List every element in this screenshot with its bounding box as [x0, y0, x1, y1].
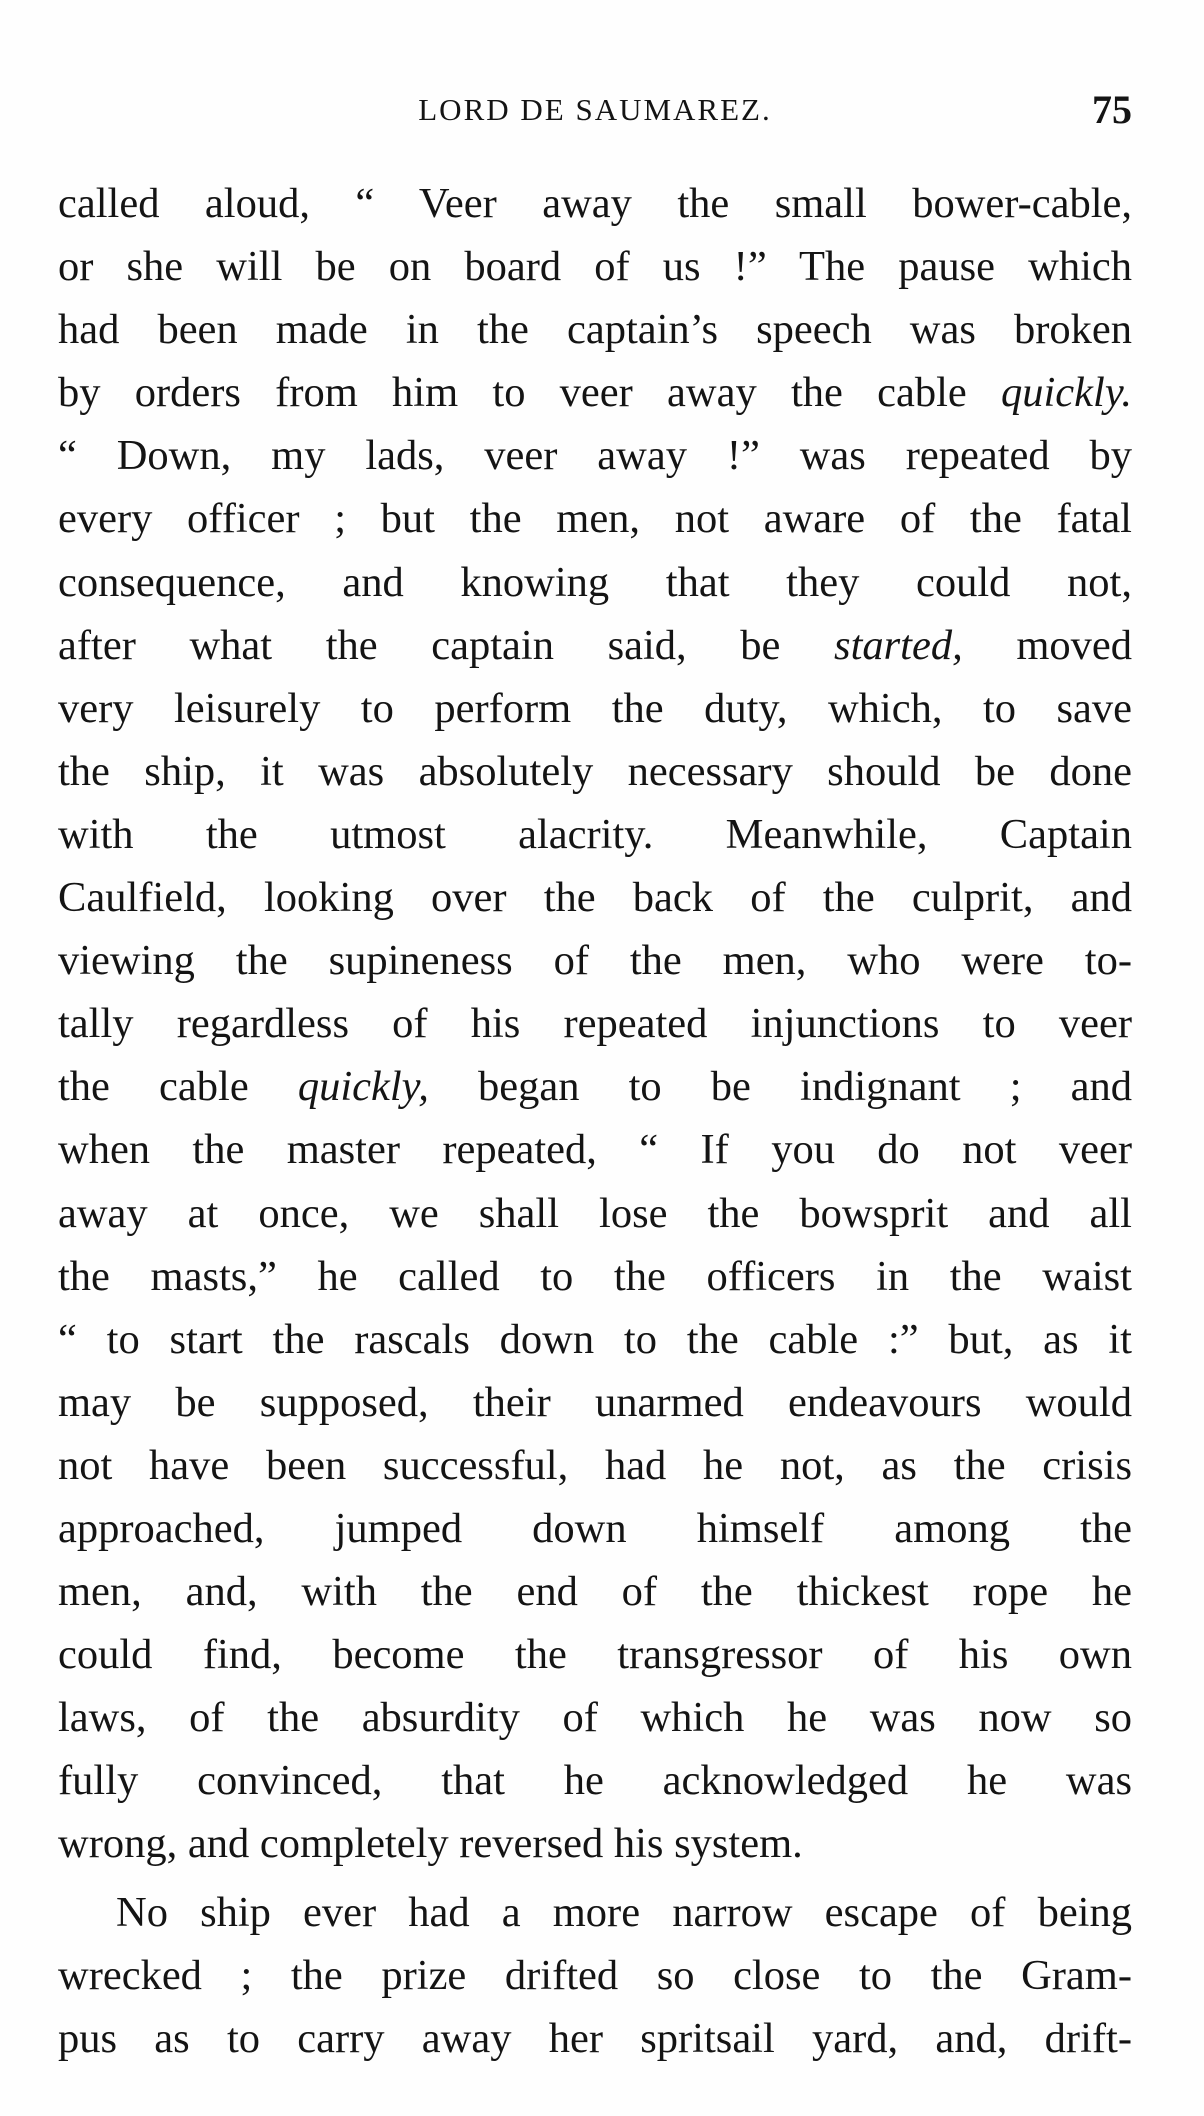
text-segment: had been made in the captain’s speech was broken [58, 306, 1132, 354]
text-line [58, 1812, 1132, 1875]
text-segment: moved [962, 621, 1133, 669]
text-segment: away at once, we shall lose the bowsprit and all [58, 1189, 1132, 1237]
text-segment: “ Down, my lads, veer away !” was repeated by [58, 432, 1132, 480]
text-segment: viewing the supineness of the men, who were to- [58, 937, 1132, 985]
text-segment: the cable [58, 1063, 298, 1111]
text-segment: could find, become the transgressor of his own [58, 1631, 1132, 1679]
text-segment: every officer ; but the men, not aware of the fatal [58, 495, 1132, 543]
text-line [58, 1560, 1132, 1623]
text-line [58, 1497, 1132, 1560]
text-segment: fully convinced, that he acknowledged he was [58, 1757, 1132, 1805]
body-text [58, 172, 1132, 2070]
text-line [58, 424, 1132, 487]
text-segment: not have been successful, had he not, as the crisis [58, 1441, 1132, 1489]
text-line [58, 740, 1132, 803]
text-segment: No ship ever had a more narrow escape of being [116, 1888, 1132, 1936]
text-segment: called aloud, “ Veer away the small bower-cable, [58, 180, 1132, 227]
text-segment: Caulfield, looking over the back of the culprit, and [58, 874, 1132, 922]
text-line [58, 614, 1132, 677]
italic-word: quickly. [1001, 369, 1132, 417]
text-line [58, 803, 1132, 866]
text-segment: or she will be on board of us !” The pause which [58, 243, 1132, 291]
text-line [58, 866, 1132, 929]
text-segment: the masts,” he called to the officers in the waist [58, 1252, 1132, 1300]
text-segment: after what the captain said, be [58, 621, 835, 669]
text-segment: the ship, it was absolutely necessary should be done [58, 747, 1132, 795]
italic-word: started, [834, 621, 963, 669]
text-line [58, 929, 1132, 992]
text-line [58, 298, 1132, 361]
text-line [58, 1944, 1132, 2007]
text-segment: may be supposed, their unarmed endeavours would [58, 1378, 1132, 1426]
text-line [58, 2007, 1132, 2070]
text-line [58, 1623, 1132, 1686]
text-segment: “ to start the rascals down to the cable :” but, as it [58, 1315, 1132, 1363]
text-line [58, 1749, 1132, 1812]
text-line [58, 172, 1132, 235]
text-segment: approached, jumped down himself among the [58, 1504, 1132, 1552]
text-line [58, 361, 1132, 424]
text-line [58, 487, 1132, 550]
paragraph-2 [58, 1881, 1132, 2070]
page-header [58, 87, 1132, 142]
italic-word: quickly, [297, 1063, 429, 1111]
text-segment: men, and, with the end of the thickest rope he [58, 1568, 1132, 1616]
page-number: 75 [1092, 87, 1132, 132]
text-line [58, 1371, 1132, 1434]
text-segment: by orders from him to veer away the cable [58, 369, 1001, 417]
text-line [58, 1245, 1132, 1308]
text-segment: with the utmost alacrity. Meanwhile, Captain [58, 810, 1132, 858]
text-segment: tally regardless of his repeated injunctions to veer [58, 1000, 1132, 1048]
text-line [58, 677, 1132, 740]
running-head: LORD DE SAUMAREZ. [418, 92, 772, 127]
text-segment: wrecked ; the prize drifted so close to the Gram- [58, 1951, 1132, 1999]
text-line [58, 1881, 1132, 1944]
text-line [58, 1686, 1132, 1749]
text-line [58, 992, 1132, 1055]
text-segment: consequence, and knowing that they could not, [58, 558, 1132, 606]
text-line [58, 1055, 1132, 1118]
text-line [58, 1434, 1132, 1497]
text-line [58, 1118, 1132, 1181]
text-line [58, 551, 1132, 614]
text-line [58, 1308, 1132, 1371]
text-segment: pus as to carry away her spritsail yard, and, drift- [58, 2014, 1132, 2062]
text-segment: laws, of the absurdity of which he was now so [58, 1694, 1132, 1742]
text-segment: very leisurely to perform the duty, which, to save [58, 684, 1132, 732]
text-line [58, 235, 1132, 298]
text-segment: began to be indignant ; and [428, 1063, 1132, 1111]
text-line [58, 1182, 1132, 1245]
text-segment: when the master repeated, “ If you do not veer [58, 1126, 1132, 1174]
paragraph-1 [58, 172, 1132, 1876]
text-segment: wrong, and completely reversed his system. [58, 1820, 803, 1868]
